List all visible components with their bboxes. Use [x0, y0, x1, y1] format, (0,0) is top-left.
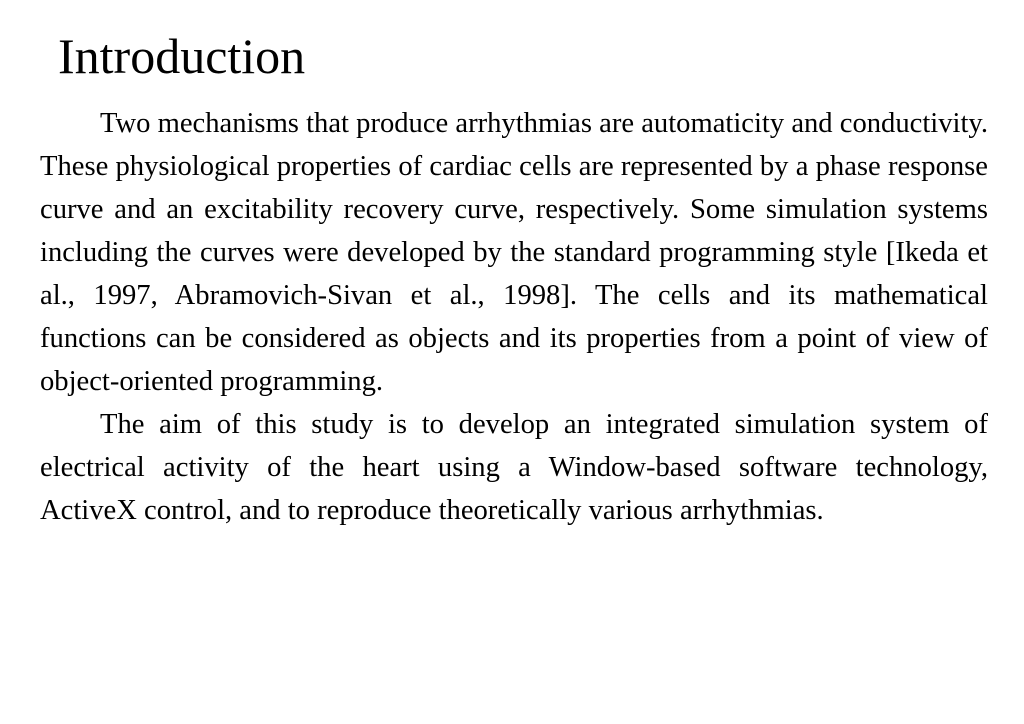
- slide-title: Introduction: [58, 28, 306, 84]
- paragraph-mechanisms: Two mechanisms that produce arrhythmias are automaticity and conductivity. These physiological properties of cardiac cells are represented by a phase response curve and an excitability recovery curve, respectively. Some simulation systems including the curves were developed by the standard programming style [Ikeda et al., 1997, Abramovich-Sivan et al., 1998]. The cells and its mathematical functions can be considered as objects and its properties from a point of view of object-oriented programming.: [40, 108, 988, 397]
- slide-body: [40, 102, 988, 532]
- paragraph-aim: The aim of this study is to develop an integrated simulation system of electrical activity of the heart using a Window-based software technology, ActiveX control, and to reproduce theoretically various arrhythmias.: [40, 409, 988, 526]
